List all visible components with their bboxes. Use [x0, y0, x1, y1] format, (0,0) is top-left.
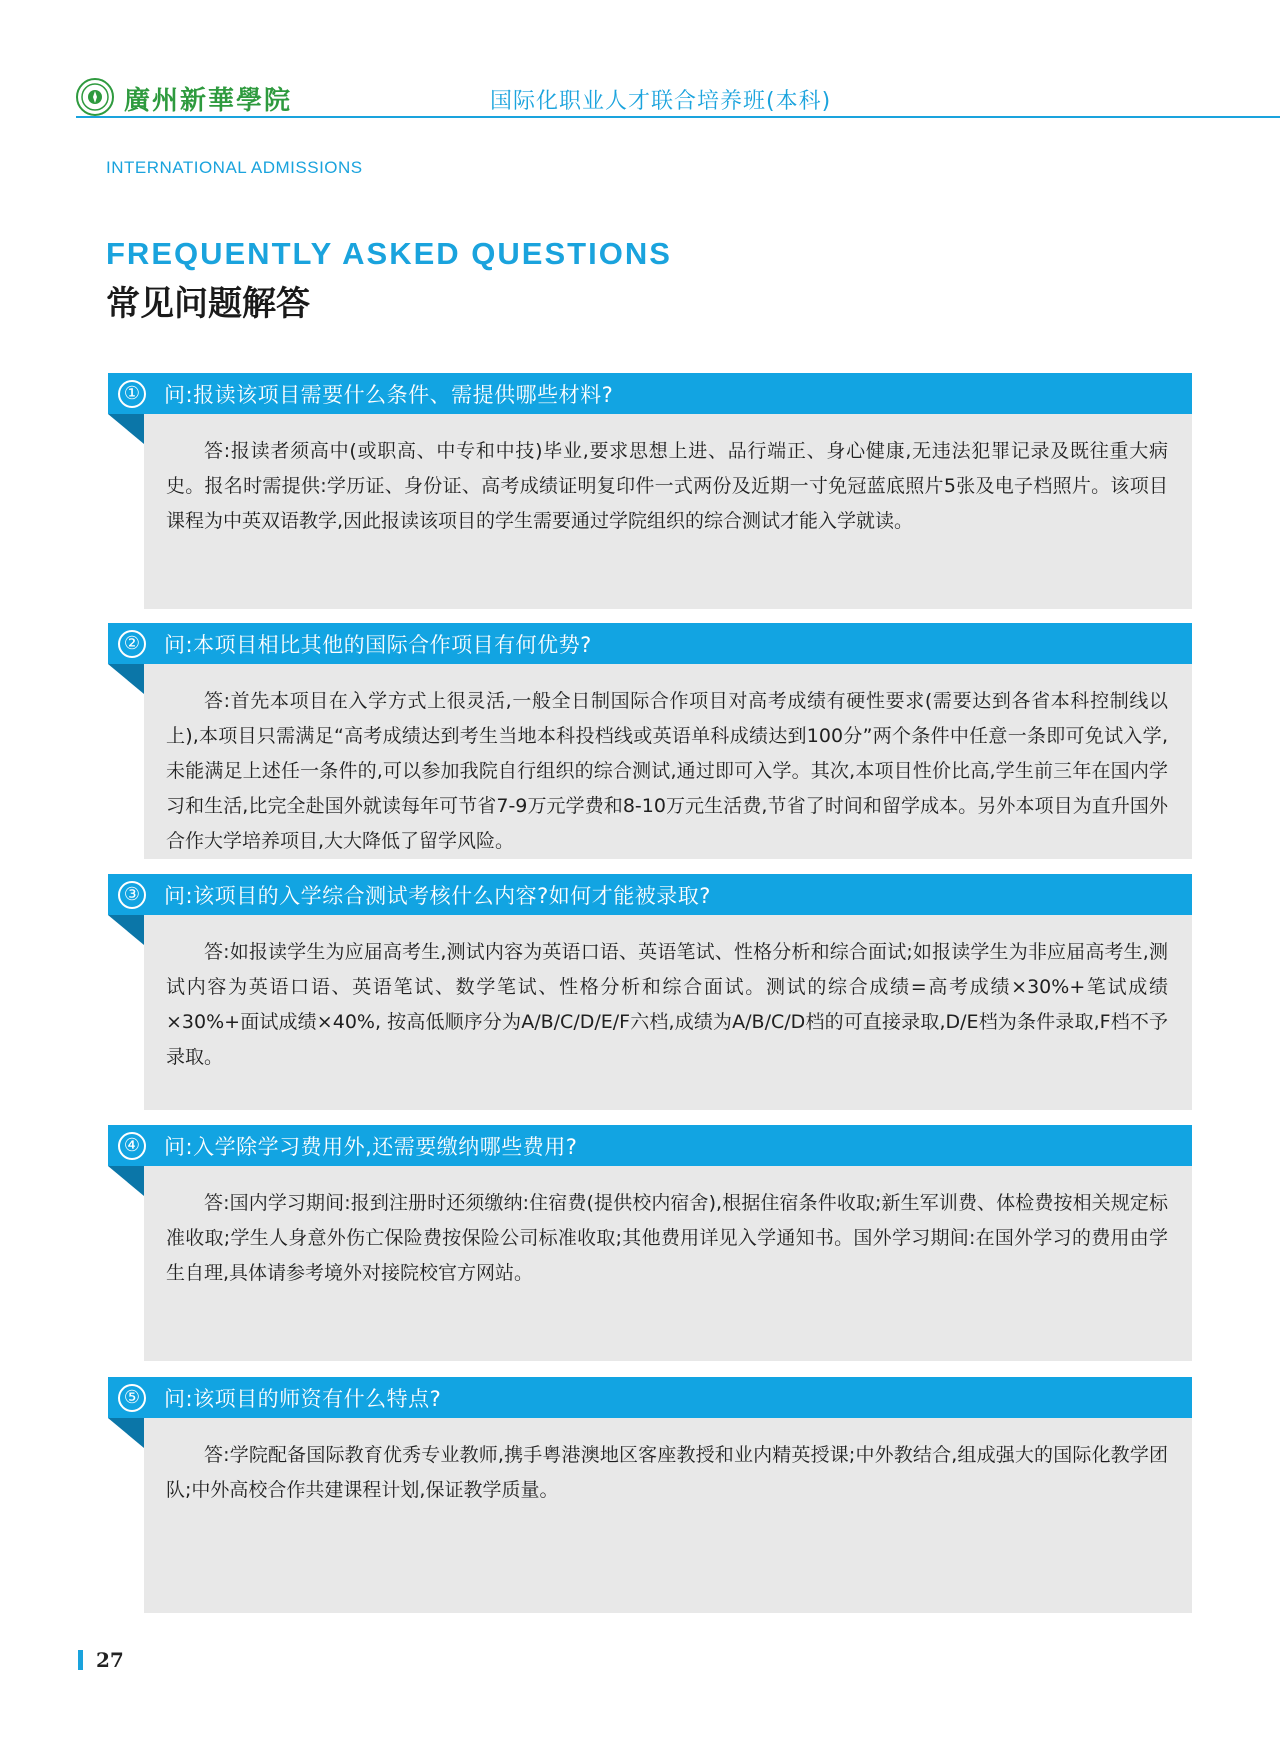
school-logo-icon — [76, 78, 114, 116]
answer-box — [144, 915, 1192, 1110]
fold-corner — [108, 1418, 144, 1448]
question-text: 问:报读该项目需要什么条件、需提供哪些材料? — [164, 382, 614, 407]
question-number: ⑤ — [118, 1384, 146, 1412]
answer-text: 答:报读者须高中(或职高、中专和中技)毕业,要求思想上进、品行端正、身心健康,无违法犯罪记录及既往重大病史。报名时需提供:学历证、身份证、高考成绩证明复印件一式两份及近期一寸免冠蓝底照片5张及电子档照片。该项目课程为中英双语教学,因此报读该项目的学生需要通过学院组织的综合测试才能入学就读。 — [166, 440, 1168, 532]
question-bar — [108, 623, 1192, 664]
question-bar — [108, 373, 1192, 414]
question-text: 问:本项目相比其他的国际合作项目有何优势? — [164, 632, 592, 657]
page-title-zh: 常见问题解答 — [106, 284, 310, 324]
fold-corner — [108, 915, 144, 945]
question-number: ③ — [118, 881, 146, 909]
fold-corner — [108, 1166, 144, 1196]
header-divider — [76, 116, 1280, 118]
fold-corner — [108, 414, 144, 444]
page-number: 27 — [96, 1648, 124, 1672]
answer-text: 答:如报读学生为应届高考生,测试内容为英语口语、英语笔试、性格分析和综合面试;如报读学生为非应届高考生,测试内容为英语口语、英语笔试、数学笔试、性格分析和综合面试。测试的综合成绩=高考成绩×30%+笔试成绩×30%+面试成绩×40%, 按高低顺序分为A/B/C/D/E/F六档,成绩为A/B/C/D档的可直接录取,D/E档为条件录取,F档不予录取。 — [166, 941, 1168, 1068]
answer-text: 答:国内学习期间:报到注册时还须缴纳:住宿费(提供校内宿舍),根据住宿条件收取;新生军训费、体检费按相关规定标准收取;学生人身意外伤亡保险费按保险公司标准收取;其他费用详见入学通知书。国外学习期间:在国外学习的费用由学生自理,具体请参考境外对接院校官方网站。 — [166, 1192, 1168, 1284]
question-number: ④ — [118, 1132, 146, 1160]
question-text: 问:入学除学习费用外,还需要缴纳哪些费用? — [164, 1134, 578, 1159]
answer-box — [144, 1418, 1192, 1613]
faq-item-1 — [108, 373, 1192, 532]
page-header — [0, 0, 1280, 120]
program-title: 国际化职业人才联合培养班(本科) — [490, 89, 832, 114]
answer-box — [144, 414, 1192, 609]
question-number: ① — [118, 380, 146, 408]
question-text: 问:该项目的入学综合测试考核什么内容?如何才能被录取? — [164, 883, 711, 908]
faq-item-4 — [108, 1125, 1192, 1284]
question-number: ② — [118, 630, 146, 658]
question-bar — [108, 1377, 1192, 1418]
answer-text: 答:学院配备国际教育优秀专业教师,携手粤港澳地区客座教授和业内精英授课;中外教结合,组成强大的国际化教学团队;中外高校合作共建课程计划,保证教学质量。 — [166, 1444, 1168, 1501]
faq-item-5 — [108, 1377, 1192, 1501]
faq-item-2 — [108, 623, 1192, 852]
question-text: 问:该项目的师资有什么特点? — [164, 1386, 442, 1411]
question-bar — [108, 874, 1192, 915]
fold-corner — [108, 664, 144, 694]
question-bar — [108, 1125, 1192, 1166]
answer-text: 答:首先本项目在入学方式上很灵活,一般全日制国际合作项目对高考成绩有硬性要求(需要达到各省本科控制线以上),本项目只需满足“高考成绩达到考生当地本科投档线或英语单科成绩达到100分”两个条件中任意一条即可免试入学,未能满足上述任一条件的,可以参加我院自行组织的综合测试,通过即可入学。其次,本项目性价比高,学生前三年在国内学习和生活,比完全赴国外就读每年可节省7-9万元学费和8-10万元生活费,节省了时间和留学成本。另外本项目为直升国外合作大学培养项目,大大降低了留学风险。 — [166, 690, 1168, 852]
answer-box — [144, 664, 1192, 859]
page-number-marker — [78, 1650, 83, 1670]
section-label: INTERNATIONAL ADMISSIONS — [106, 158, 363, 177]
faq-item-3 — [108, 874, 1192, 1068]
page-title-en: FREQUENTLY ASKED QUESTIONS — [106, 236, 672, 271]
answer-box — [144, 1166, 1192, 1361]
school-name: 廣州新華學院 — [124, 86, 293, 116]
